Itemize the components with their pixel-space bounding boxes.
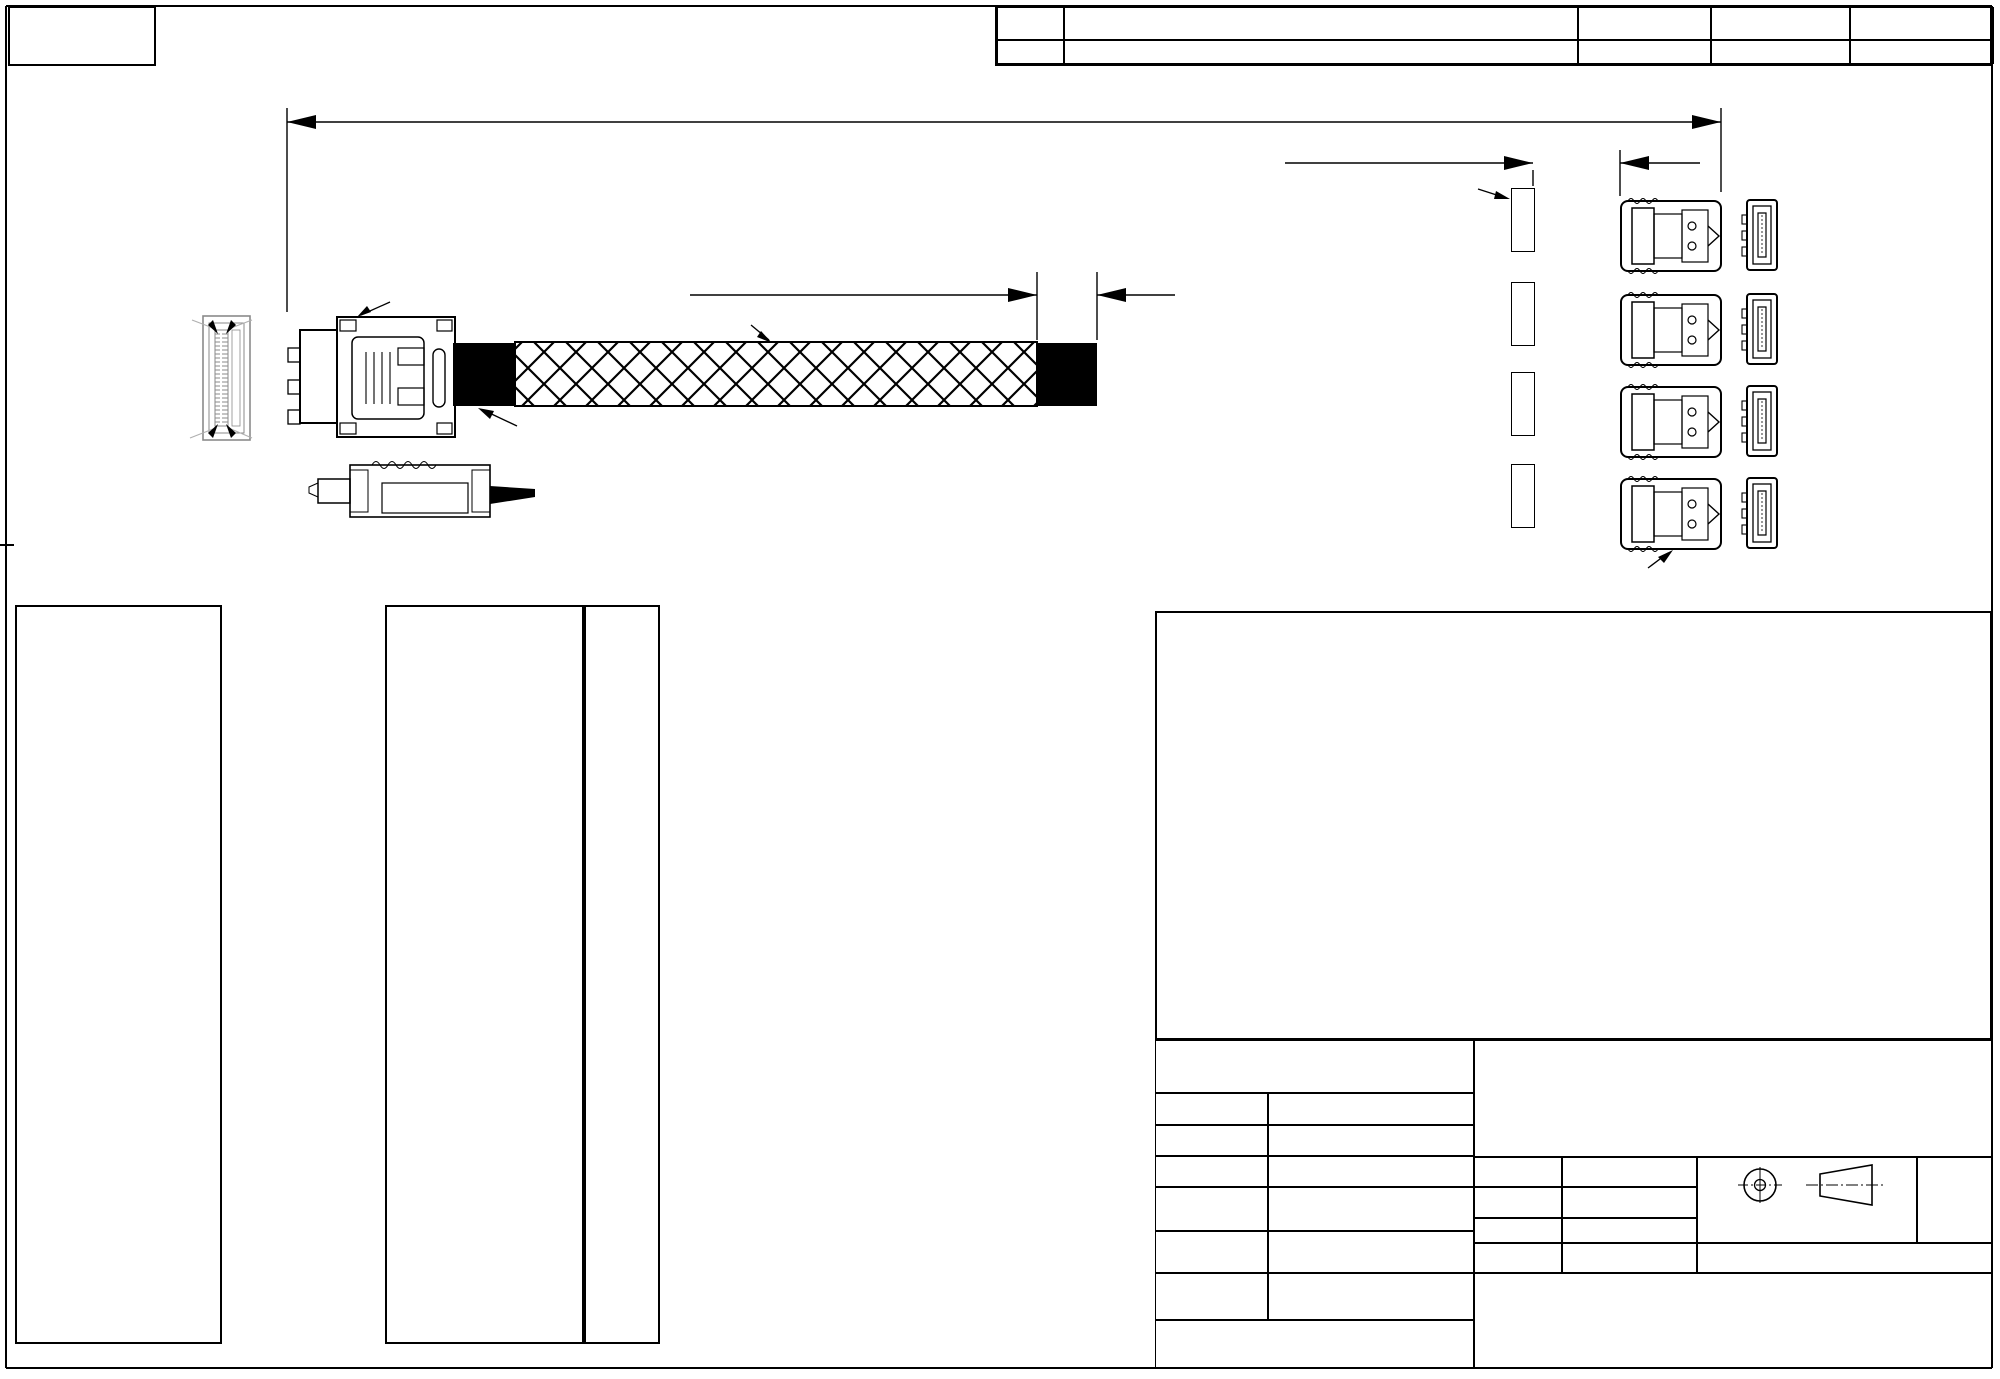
check-by-value (1268, 1231, 1474, 1273)
revision-table (995, 5, 1992, 66)
appd-by-label (1155, 1273, 1268, 1320)
scale-label (1474, 1157, 1562, 1187)
revision-col-rev (997, 7, 1064, 40)
wire-tag-p4 (1511, 188, 1535, 252)
bom-table (1155, 611, 1992, 1040)
revision-empty-cell (997, 40, 1064, 64)
revision-col-date (1850, 7, 1994, 40)
rohs-logo (8, 6, 156, 66)
tolerance-value (1268, 1125, 1474, 1156)
title-block-empty-area (1474, 1040, 1992, 1157)
tolerance-digits (1155, 1093, 1268, 1125)
wire-tag-p3 (1511, 282, 1535, 346)
projection-method-box (1697, 1157, 1917, 1243)
wire-table-sata-side (385, 605, 584, 1344)
revision-col-description (1064, 7, 1578, 40)
date-value (1562, 1243, 1697, 1273)
unit-value (1562, 1187, 1697, 1218)
wire-tag-p1 (1511, 464, 1535, 528)
sheet-value (1562, 1218, 1697, 1243)
tolerance-title (1155, 1040, 1474, 1093)
tolerance-value (1268, 1156, 1474, 1187)
check-by-label (1155, 1231, 1268, 1273)
wire-table-port-groups (584, 605, 660, 1344)
tolerance-digits (1155, 1125, 1268, 1156)
name-box (1474, 1273, 1992, 1368)
date-label (1474, 1243, 1562, 1273)
rev-box (1917, 1157, 1992, 1243)
revision-empty-cell (1711, 40, 1850, 64)
revision-col-design (1578, 7, 1711, 40)
wire-table-p0-side (15, 605, 222, 1344)
pn-field (1155, 1320, 1474, 1368)
drawn-by-label (1155, 1187, 1268, 1231)
revision-empty-cell (1578, 40, 1711, 64)
drawn-by-value (1268, 1187, 1474, 1231)
revision-col-approval (1711, 7, 1850, 40)
tolerance-digits (1155, 1156, 1268, 1187)
scale-value (1562, 1157, 1697, 1187)
dwg-no-field (1697, 1243, 1992, 1273)
tolerance-value (1268, 1093, 1474, 1125)
sheet-label (1474, 1218, 1562, 1243)
appd-by-value (1268, 1273, 1474, 1320)
unit-label (1474, 1187, 1562, 1218)
revision-empty-cell (1850, 40, 1994, 64)
revision-empty-cell (1064, 40, 1578, 64)
wire-tag-p2 (1511, 372, 1535, 436)
